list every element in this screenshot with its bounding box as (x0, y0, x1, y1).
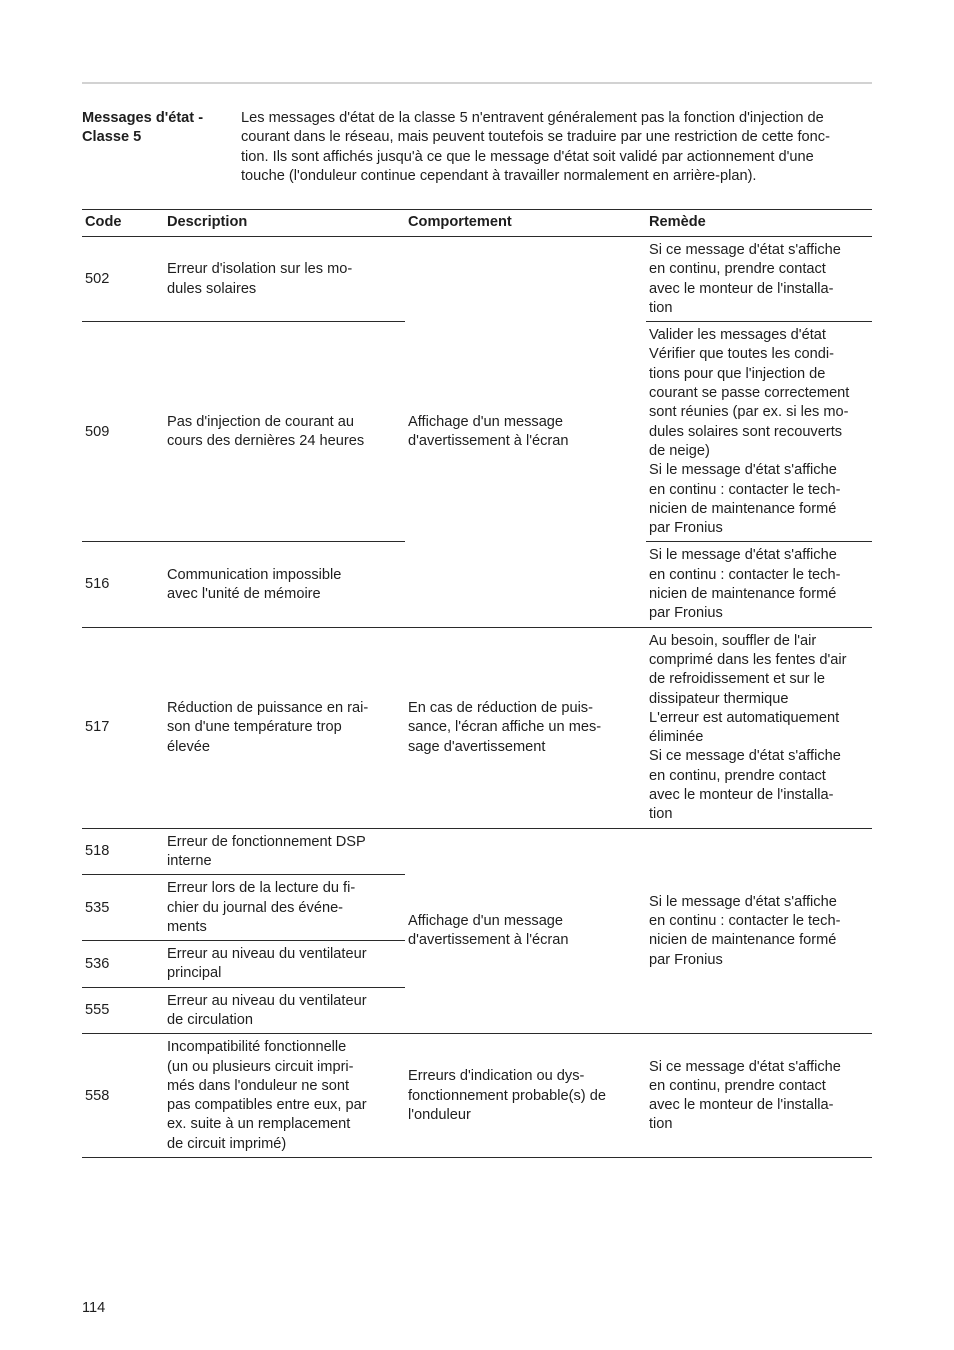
description-cell-line: (un ou plusieurs circuit impri- (167, 1058, 354, 1075)
remedy-cell-line: dissipateur thermique (649, 690, 789, 707)
remedy-cell-line: nicien de maintenance formé (649, 586, 837, 603)
description-cell-line: ex. suite à un remplacement (167, 1116, 351, 1133)
code-cell: 535 (82, 875, 164, 941)
code-cell: 555 (82, 987, 164, 1034)
remedy-cell-line: tion (649, 299, 673, 316)
table-row (82, 1034, 872, 1158)
column-header-behavior: Comportement (405, 210, 646, 237)
intro-line: courant dans le réseau, mais peuvent toutefois se traduire par une restriction de cette fonc- (241, 129, 830, 146)
remedy-cell-line: dules solaires sont recouverts (649, 423, 843, 440)
description-cell (164, 542, 405, 627)
description-cell (164, 941, 405, 988)
remedy-cell-line: en continu, prendre contact (649, 767, 826, 784)
remedy-cell-line: comprimé dans les fentes d'air (649, 651, 847, 668)
remedy-cell-line: en continu : contacter le tech- (649, 566, 841, 583)
table-row (82, 627, 872, 828)
behavior-cell-line: d'avertissement à l'écran (408, 932, 569, 949)
table-body (82, 237, 872, 1158)
intro-paragraph (241, 109, 872, 186)
remedy-cell (646, 542, 872, 627)
remedy-cell-line: avec le monteur de l'installa- (649, 1097, 834, 1114)
behavior-cell (405, 627, 646, 828)
remedy-cell-line: en continu : contacter le tech- (649, 913, 841, 930)
remedy-cell-line: Si le message d'état s'affiche (649, 547, 837, 564)
description-cell (164, 875, 405, 941)
remedy-cell-line: avec le monteur de l'installa- (649, 280, 834, 297)
behavior-cell (405, 828, 646, 1034)
column-header-code: Code (82, 210, 164, 237)
code-cell: 502 (82, 237, 164, 322)
remedy-cell-line: Valider les messages d'état (649, 327, 826, 344)
column-header-description: Description (164, 210, 405, 237)
description-cell-line: Erreur de fonctionnement DSP (167, 833, 366, 850)
description-cell-line: son d'une température trop (167, 719, 342, 736)
code-cell: 536 (82, 941, 164, 988)
description-cell-line: Erreur d'isolation sur les mo- (167, 261, 353, 278)
behavior-cell-line: En cas de réduction de puis- (408, 700, 593, 717)
remedy-cell-line: Si le message d'état s'affiche (649, 893, 837, 910)
remedy-cell-line: de neige) (649, 442, 710, 459)
remedy-cell-line: Si ce message d'état s'affiche (649, 1058, 841, 1075)
behavior-cell-line: d'avertissement à l'écran (408, 433, 569, 450)
code-cell: 509 (82, 322, 164, 542)
behavior-cell (405, 237, 646, 628)
description-cell-line: principal (167, 965, 222, 982)
remedy-cell-line: courant se passe correctement (649, 385, 850, 402)
remedy-cell-line: par Fronius (649, 605, 723, 622)
description-cell-line: cours des dernières 24 heures (167, 433, 365, 450)
table-header-row (82, 210, 872, 237)
description-cell-line: Réduction de puissance en rai- (167, 700, 369, 717)
description-cell-line: élevée (167, 738, 211, 755)
section-heading-line: Classe 5 (82, 129, 142, 146)
remedy-cell (646, 237, 872, 322)
description-cell-line: Erreur au niveau du ventilateur (167, 992, 367, 1009)
table-row (82, 237, 872, 322)
intro-line: touche (l'onduleur continue cependant à travailler normalement en arrière-plan). (241, 167, 757, 184)
description-cell-line: ments (167, 918, 207, 935)
intro-line: tion. Ils sont affichés jusqu'à ce que le message d'état soit validé par actionnement d'une (241, 148, 814, 165)
description-cell (164, 828, 405, 875)
behavior-cell-line: sance, l'écran affiche un mes- (408, 719, 602, 736)
intro-line: Les messages d'état de la classe 5 n'entravent généralement pas la fonction d'injection de (241, 110, 824, 126)
remedy-cell (646, 627, 872, 828)
behavior-cell (405, 1034, 646, 1158)
behavior-cell-line: fonctionnement probable(s) de (408, 1087, 606, 1104)
remedy-cell-line: Si ce message d'état s'affiche (649, 242, 841, 258)
description-cell (164, 1034, 405, 1158)
table-row (82, 828, 872, 875)
remedy-cell-line: Si le message d'état s'affiche (649, 462, 837, 479)
remedy-cell (646, 322, 872, 542)
remedy-cell-line: en continu, prendre contact (649, 261, 826, 278)
remedy-cell-line: tion (649, 1116, 673, 1133)
code-cell: 558 (82, 1034, 164, 1158)
column-header-remedy: Remède (646, 210, 872, 237)
remedy-cell-line: sont réunies (par ex. si les mo- (649, 404, 849, 421)
description-cell-line: chier du journal des événe- (167, 899, 344, 916)
header-rule (82, 82, 872, 84)
behavior-cell-line: sage d'avertissement (408, 738, 546, 755)
code-cell: 516 (82, 542, 164, 627)
behavior-cell-line: l'onduleur (408, 1106, 471, 1123)
remedy-cell-line: en continu : contacter le tech- (649, 481, 841, 498)
remedy-cell-line: en continu, prendre contact (649, 1077, 826, 1094)
remedy-cell-line: L'erreur est automatiquement (649, 709, 840, 726)
description-cell-line: Erreur lors de la lecture du fi- (167, 880, 356, 897)
description-cell-line: pas compatibles entre eux, par (167, 1097, 367, 1114)
description-cell (164, 322, 405, 542)
remedy-cell-line: Si ce message d'état s'affiche (649, 748, 841, 765)
description-cell-line: Incompatibilité fonctionnelle (167, 1039, 347, 1056)
description-cell-line: de circuit imprimé) (167, 1135, 287, 1152)
remedy-cell-line: avec le monteur de l'installa- (649, 787, 834, 804)
description-cell-line: Erreur au niveau du ventilateur (167, 946, 367, 963)
description-cell (164, 987, 405, 1034)
description-cell-line: Pas d'injection de courant au (167, 414, 354, 431)
remedy-cell-line: par Fronius (649, 520, 723, 537)
code-cell: 518 (82, 828, 164, 875)
remedy-cell-line: éliminée (649, 729, 704, 746)
description-cell-line: de circulation (167, 1011, 253, 1028)
description-cell-line: interne (167, 852, 212, 869)
description-cell (164, 237, 405, 322)
description-cell-line: més dans l'onduleur ne sont (167, 1077, 350, 1094)
description-cell-line: dules solaires (167, 280, 257, 297)
remedy-cell-line: Au besoin, souffler de l'air (649, 632, 817, 649)
page-number: 114 (82, 1300, 106, 1316)
status-messages-table (82, 209, 872, 1158)
section-heading-line: Messages d'état - (82, 110, 204, 126)
remedy-cell-line: par Fronius (649, 951, 723, 968)
behavior-cell-line: Erreurs d'indication ou dys- (408, 1068, 585, 1085)
remedy-cell-line: nicien de maintenance formé (649, 500, 837, 517)
description-cell (164, 627, 405, 828)
remedy-cell-line: tions pour que l'injection de (649, 365, 826, 382)
code-cell: 517 (82, 627, 164, 828)
behavior-cell-line: Affichage d'un message (408, 414, 564, 431)
description-cell-line: avec l'unité de mémoire (167, 586, 321, 603)
section-heading (82, 109, 232, 148)
remedy-cell-line: tion (649, 806, 673, 823)
remedy-cell-line: de refroidissement et sur le (649, 671, 826, 688)
remedy-cell (646, 828, 872, 1034)
behavior-cell-line: Affichage d'un message (408, 913, 564, 930)
remedy-cell-line: nicien de maintenance formé (649, 932, 837, 949)
description-cell-line: Communication impossible (167, 566, 342, 583)
remedy-cell-line: Vérifier que toutes les condi- (649, 346, 834, 363)
remedy-cell (646, 1034, 872, 1158)
